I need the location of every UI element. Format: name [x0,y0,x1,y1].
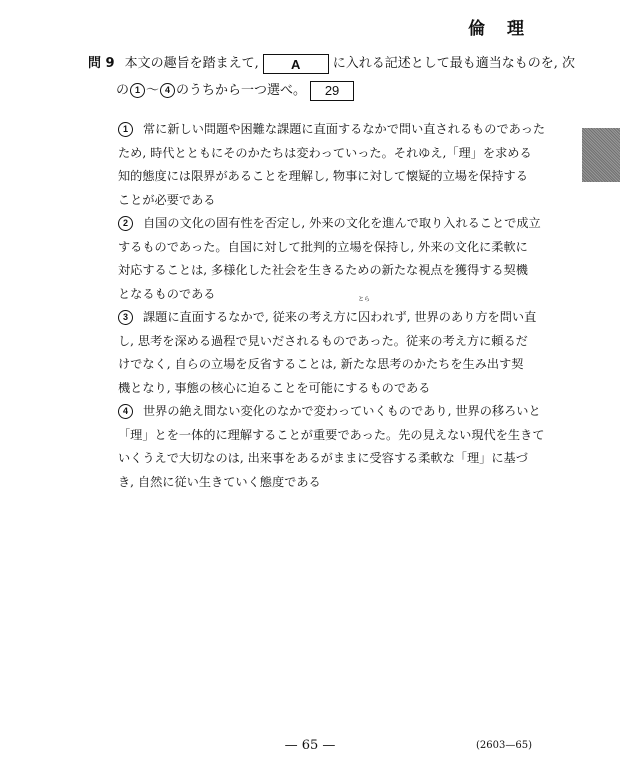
ruby-base: 囚 [357,310,371,324]
range-start-circle: 1 [130,83,145,98]
range-separator: 〜 [146,83,160,98]
exam-code: (2603—65) [476,740,532,751]
choice-1-number: 1 [118,122,133,137]
choice-2-line-3: 対応することは, 多様化した社会を生きるための新たな視点を獲得する契機 [118,263,528,277]
choice-2-line-4: となるものである [118,286,216,301]
question-stem [88,50,575,104]
choice-3-line-1-start: 課題に直面するなかで, 従来の考え方に [143,310,358,324]
ruby-reading: とら [358,296,371,303]
answer-number-box: 29 [310,81,354,101]
choice-3-line-3: けでなく, 自らの立場を反省することは, 新たな思考のかたちを生み出す契 [118,357,524,371]
question-text-end: のうちから一つ選べ。 [176,83,307,98]
choice-3-number: 3 [118,310,133,325]
ruby-annotation [357,296,371,330]
question-text-middle: に入れる記述として最も適当なものを, 次 [332,56,575,71]
choice-3-line-4: 機となり, 事態の核心に迫ることを可能にするものである [118,380,431,395]
choice-4-line-3: いくうえで大切なのは, 出来事をあるがままに受容する柔軟な「理」に基づ [118,451,528,465]
page-number: — 65 — [284,738,336,753]
question-line-1 [88,50,575,77]
question-text-prefix: の [116,83,130,98]
subject-header: 倫 理 [468,19,532,39]
choice-4-number: 4 [118,404,133,419]
choice-2-number: 2 [118,216,133,231]
choice-3-line-2: し, 思考を深める過程で見いだされるものであった。従来の考え方に頼るだ [118,333,528,348]
choice-3 [118,296,542,400]
choice-2-line-2: するものであった。自国に対して批判的立場を保持し, 外来の文化に柔軟に [118,239,528,254]
choice-4 [118,400,545,494]
choice-1 [118,118,546,212]
blank-a-box: A [263,54,329,74]
question-text-start: 本文の趣旨を踏まえて, [124,56,259,71]
choice-4-line-4: き, 自然に従い生きていく態度である [118,474,321,489]
range-end-circle: 4 [160,83,175,98]
choices-list [118,118,546,494]
choice-1-line-3: 知的態度には限界があることを理解し, 物事に対して懐疑的立場を保持する [118,169,528,183]
choice-4-line-1: 世界の絶え間ない変化のなかで変わっていくものであり, 世界の移ろいと [143,404,541,418]
choice-2-line-1: 自国の文化の固有性を否定し, 外来の文化を進んで取り入れることで成立 [143,216,541,230]
choice-1-line-1: 常に新しい問題や困難な課題に直面するなかで問い直されるものであった [143,122,546,136]
choice-1-line-4: ことが必要である [118,192,216,207]
choice-4-line-2: 「理」とを一体的に理解することが重要であった。先の見えない現代を生きて [118,427,545,442]
choice-3-line-1-end: われず, 世界のあり方を問い直 [370,310,537,324]
question-line-2 [88,77,540,104]
section-index-tab [582,128,620,182]
choice-2 [118,212,542,306]
choice-1-line-2: ため, 時代とともにそのかたちは変わっていった。それゆえ,「理」を求める [118,145,532,160]
question-label: 問 9 [88,56,115,71]
